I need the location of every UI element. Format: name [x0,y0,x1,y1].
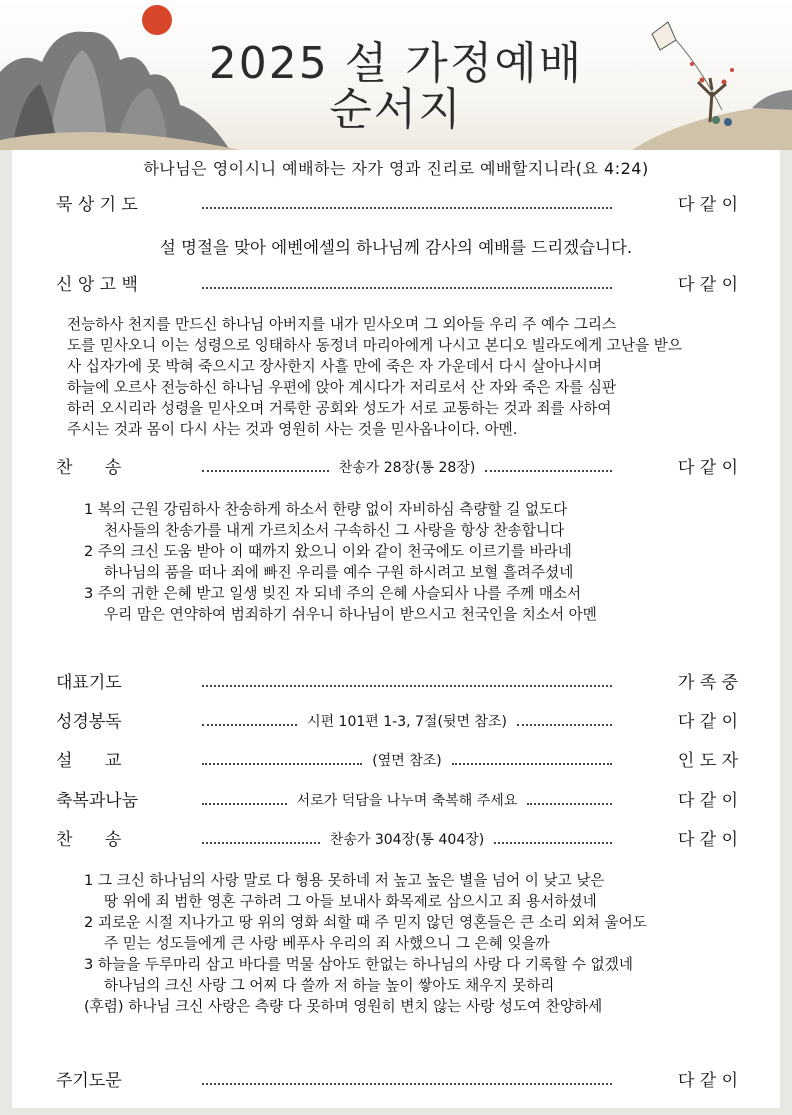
lyric-line: 주 믿는 성도들에게 큰 사랑 베푸사 우리의 죄 사했으니 그 은혜 잊을까 [104,935,550,952]
section-detail: 서로가 덕담을 나누며 축복해 주세요 [296,793,518,809]
section-leader: 가 족 중 [677,673,738,693]
section-leader: 다 같 이 [677,830,738,850]
lyric-line: 천사들의 찬송가를 내게 가르치소서 구속하신 그 사랑을 항상 찬송합니다 [104,522,565,539]
creed-line: 하러 오시리라 성령을 믿사오며 거룩한 공회와 성도가 서로 교통하는 것과 죄를 사하여 [67,400,612,417]
lyric-line: 3 하늘을 두루마리 삼고 바다를 먹물 삼아도 한없는 하나님의 사랑 다 기록할 수 없겠네 [84,956,633,973]
section-representative-prayer [12,670,780,696]
section-label: 성경봉독 [56,712,122,732]
section-label: 대표기도 [56,673,122,693]
section-detail: 찬송가 28장(통 28장) [338,460,476,476]
creed-line: 사 십자가에 못 박혀 죽으시고 장사한지 사흘 만에 죽은 자 가운데서 다시 살아나시며 [67,358,602,375]
section-leader: 다 같 이 [677,275,738,295]
section-leader: 인 도 자 [677,751,738,771]
section-sermon [12,748,780,774]
section-label: 주기도문 [56,1071,122,1091]
lyric-line: 하나님의 품을 떠나 죄에 빠진 우리를 예수 구원 하시려고 보혈 흘려주셨네 [104,564,574,581]
section-leader: 다 같 이 [677,195,738,215]
order-sheet [12,150,780,1108]
section-detail: 찬송가 304장(통 404장) [329,832,485,848]
section-leader: 다 같 이 [677,458,738,478]
lyric-line: 하나님의 크신 사랑 그 어찌 다 쓸까 저 하늘 높이 쌓아도 채우지 못하리 [104,977,555,994]
meditation-text: 설 명절을 맞아 에벤에셀의 하나님께 감사의 예배를 드리겠습니다. [159,238,633,257]
header-banner [0,0,792,150]
lyric-line: (후렴) 하나님 크신 사랑은 측량 다 못하며 영원히 변치 않는 사랑 성도여 찬양하세 [84,998,603,1015]
section-meditation [12,192,780,218]
section-scripture-reading [12,709,780,735]
lyric-line: 2 주의 크신 도움 받아 이 때까지 왔으니 이와 같이 천국에도 이르기를 바라네 [84,543,572,560]
section-hymn-2 [12,827,780,853]
section-hymn-1 [12,455,780,481]
hymn-2-lyrics [84,870,764,1017]
section-label: 신 앙 고 백 [56,275,138,295]
section-leader: 다 같 이 [677,712,738,732]
page-title: 2025 설 가정예배 [208,38,584,89]
lyric-line: 1 그 크신 하나님의 사랑 말로 다 형용 못하네 저 높고 높은 별을 넘어 이 낮고 낮은 [84,872,605,889]
lyric-line: 우리 맘은 연약하여 범죄하기 쉬우니 하나님이 받으시고 천국인을 치소서 아멘 [104,606,597,623]
creed-line: 주시는 것과 몸이 다시 사는 것과 영원히 사는 것을 믿사옵나이다. 아멘. [67,421,518,438]
lyric-line: 3 주의 귀한 은혜 받고 일생 빚진 자 되네 주의 은혜 사슬되사 나를 주께 매소서 [84,585,582,602]
lyric-line: 땅 위에 죄 범한 영혼 구하려 그 아들 보내사 화목제로 삼으시고 죄 용서하셨네 [104,893,597,910]
lyric-line: 2 괴로운 시절 지나가고 땅 위의 영화 쇠할 때 주 믿지 않던 영혼들은 큰 소리 외쳐 울어도 [84,914,647,931]
lyric-line: 1 복의 근원 강림하사 찬송하게 하소서 한량 없이 자비하심 측량할 길 없도다 [84,501,568,518]
sun-icon [142,5,172,35]
section-label: 묵 상 기 도 [56,195,138,215]
creed-line: 하늘에 오르사 전능하신 하나님 우편에 앉아 계시다가 저리로서 산 자와 죽은 자를 심판 [67,379,617,396]
scripture-verse: 하나님은 영이시니 예배하는 자가 영과 진리로 예배할지니라(요 4:24) [143,159,649,178]
page-subtitle: 순서지 [329,84,463,135]
section-label: 설 교 [56,751,122,771]
creed-text [67,314,737,440]
section-creed [12,272,780,298]
creed-line: 전능하사 천지를 만드신 하나님 아버지를 내가 믿사오며 그 외아들 우리 주 예수 그리스 [67,316,617,333]
creed-line: 도를 믿사오니 이는 성령으로 잉태하사 동정녀 마리아에게 나시고 본디오 빌라도에게 고난을 받으 [67,337,682,354]
section-label: 찬 송 [56,458,122,478]
section-label: 축복과나눔 [56,791,139,811]
section-detail: 시편 101편 1-3, 7절(뒷면 참조) [307,714,507,730]
section-detail: (옆면 참조) [372,753,442,769]
section-leader: 다 같 이 [677,791,738,811]
section-blessing-sharing [12,788,780,814]
hymn-1-lyrics [84,499,764,625]
section-leader: 다 같 이 [677,1071,738,1091]
section-label: 찬 송 [56,830,122,850]
section-lords-prayer [12,1068,780,1094]
